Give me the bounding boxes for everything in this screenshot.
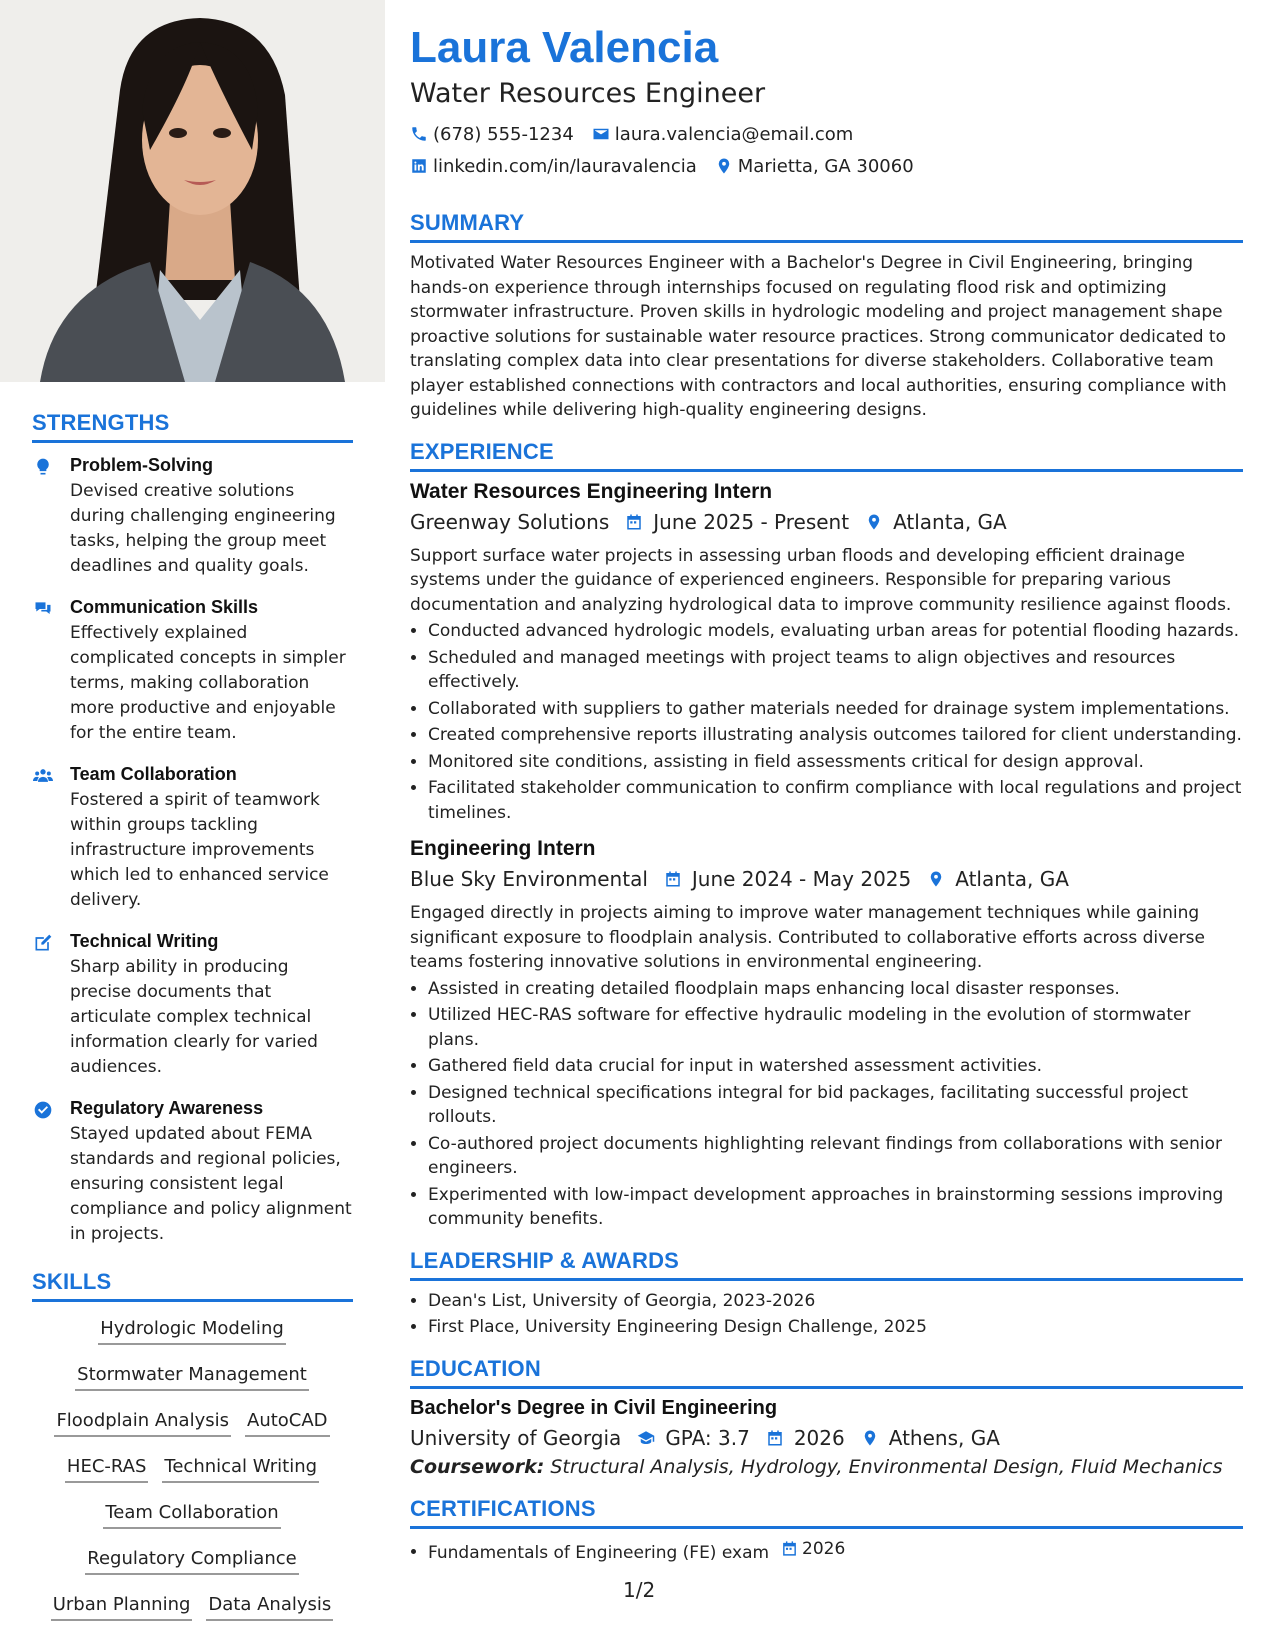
job-title: Water Resources Engineering Intern: [410, 479, 773, 503]
skills-heading: SKILLS: [32, 1269, 353, 1302]
skill-tag: Stormwater Management: [75, 1360, 309, 1391]
comments-icon: [32, 599, 54, 619]
candidate-title: Water Resources Engineer: [410, 78, 766, 109]
experience-section: [410, 439, 1243, 1232]
strength-description: Devised creative solutions during challenging engineering tasks, helping the group meet deadlines and quality goals.: [70, 481, 336, 576]
calendar-icon: [781, 1540, 798, 1557]
strength-title: Communication Skills: [70, 597, 259, 617]
phone-icon: [410, 125, 428, 143]
school-location: Athens, GA: [888, 1425, 1000, 1450]
map-pin-icon: [861, 1429, 879, 1447]
location-item: [715, 156, 914, 177]
list-item: • Scheduled and managed meetings with project teams to align objectives and resources effectively.: [428, 646, 1243, 695]
skill-tag: Technical Writing: [162, 1452, 319, 1483]
job-location: Atlanta, GA: [955, 867, 1069, 891]
list-item: • Assisted in creating detailed floodplain maps enhancing local disaster responses.: [428, 977, 1243, 1002]
strength-title: Team Collaboration: [70, 764, 237, 784]
strength-description: Sharp ability in producing precise documents that articulate complex technical information clearly for varied audiences.: [70, 957, 318, 1077]
graduation-cap-icon: [637, 1429, 655, 1447]
skill-tag: Team Collaboration: [103, 1498, 280, 1529]
strength-title: Technical Writing: [70, 931, 219, 951]
strength-title: Regulatory Awareness: [70, 1098, 264, 1118]
skills-list: [32, 1314, 352, 1621]
cert-name: Fundamentals of Engineering (FE) exam: [428, 1542, 770, 1563]
certifications-section: [410, 1496, 1243, 1565]
list-item: • Experimented with low-impact development approaches in brainstorming sessions improving community benefits.: [428, 1183, 1243, 1232]
skill-tag: Floodplain Analysis: [54, 1406, 231, 1437]
job-description: Engaged directly in projects aiming to improve water management techniques while gaining significant exposure to floodplain analysis. Contributed to collaborative efforts across diverse teams fostering innovative solutions in environmental engineering.: [410, 903, 1205, 972]
skill-tag: AutoCAD: [245, 1406, 330, 1437]
leadership-heading: LEADERSHIP & AWARDS: [410, 1248, 1243, 1281]
list-item: • Conducted advanced hydrologic models, evaluating urban areas for potential flooding hazards.: [428, 619, 1243, 644]
strength-title: Problem-Solving: [70, 455, 214, 475]
strength-description: Stayed updated about FEMA standards and regional policies, ensuring consistent legal compliance and policy alignment in projects.: [70, 1124, 352, 1244]
calendar-icon: [766, 1429, 784, 1447]
linkedin-item[interactable]: [410, 156, 697, 177]
edit-icon: [32, 933, 54, 953]
school-name: University of Georgia: [410, 1425, 622, 1450]
map-pin-icon: [715, 157, 733, 175]
email-item[interactable]: [592, 124, 854, 145]
job-title: Engineering Intern: [410, 837, 596, 860]
strength-description: Effectively explained complicated concepts in simpler terms, making collaboration more productive and enjoyable for the entire team.: [70, 623, 346, 743]
degree-title: Bachelor's Degree in Civil Engineering: [410, 1396, 778, 1419]
gpa-text: GPA: 3.7: [665, 1425, 750, 1450]
skill-tag: Hydrologic Modeling: [98, 1314, 286, 1345]
company-name: Blue Sky Environmental: [410, 867, 648, 891]
job-dates: June 2024 - May 2025: [691, 867, 912, 891]
candidate-name: Laura Valencia: [410, 23, 719, 72]
list-item: • Collaborated with suppliers to gather materials needed for drainage system implementations.: [428, 697, 1243, 722]
job-entry: [410, 837, 1243, 1232]
list-item: • Dean's List, University of Georgia, 2023-2026: [428, 1289, 1243, 1314]
company-name: Greenway Solutions: [410, 509, 610, 534]
coursework-label: Coursework:: [410, 1455, 545, 1478]
list-item: • First Place, University Engineering Design Challenge, 2025: [428, 1315, 1243, 1340]
linkedin-icon: [410, 157, 428, 175]
summary-heading: SUMMARY: [410, 210, 1243, 243]
job-location: Atlanta, GA: [893, 509, 1007, 534]
lightbulb-icon: [32, 457, 54, 477]
list-item: • Gathered field data crucial for input in watershed assessment activities.: [428, 1054, 1243, 1079]
list-item: [428, 1537, 1243, 1565]
map-pin-icon: [865, 513, 883, 531]
phone-item: [410, 124, 574, 145]
experience-heading: EXPERIENCE: [410, 439, 1243, 472]
strength-item: [32, 1098, 353, 1247]
list-item: • Facilitated stakeholder communication to confirm compliance with local regulations and project timelines.: [428, 776, 1243, 825]
education-heading: EDUCATION: [410, 1356, 1243, 1389]
job-bullets: [410, 619, 1243, 825]
coursework: [410, 1456, 1243, 1478]
strength-item: [32, 764, 353, 913]
list-item: • Co-authored project documents highlighting relevant findings from collaborations with senior engineers.: [428, 1132, 1243, 1181]
job-description: Support surface water projects in assessing urban floods and developing efficient drainage systems under the guidance of experienced engineers. Responsible for preparing various documentation and analyzing hydrological data to improve community resilience against floods.: [410, 545, 1232, 615]
check-circle-icon: [32, 1100, 54, 1120]
list-item: • Created comprehensive reports illustrating analysis outcomes tailored for client understanding.: [428, 723, 1243, 748]
skill-tag: Urban Planning: [51, 1590, 193, 1621]
skill-tag: HEC-RAS: [65, 1452, 149, 1483]
contact-info: [410, 118, 1243, 182]
list-item: • Monitored site conditions, assisting in field assessments critical for design approval.: [428, 750, 1243, 775]
list-item: • Designed technical specifications integral for bid packages, facilitating successful project rollouts.: [428, 1081, 1243, 1130]
strength-item: [32, 597, 353, 746]
skill-tag: Data Analysis: [206, 1590, 333, 1621]
strength-description: Fostered a spirit of teamwork within groups tackling infrastructure improvements which led to enhanced service delivery.: [70, 790, 329, 910]
cert-date: 2026: [802, 1538, 846, 1559]
job-bullets: [410, 977, 1243, 1232]
list-item: • Utilized HEC-RAS software for effective hydraulic modeling in the evolution of stormwater plans.: [428, 1003, 1243, 1052]
job-dates: June 2025 - Present: [653, 509, 850, 534]
strength-item: [32, 931, 353, 1080]
profile-photo: [0, 0, 385, 382]
strengths-heading: STRENGTHS: [32, 410, 353, 443]
leadership-section: [410, 1248, 1243, 1340]
left-column: [0, 0, 385, 1650]
summary-section: [410, 210, 1243, 423]
strength-item: [32, 455, 353, 579]
grad-year: 2026: [793, 1425, 845, 1450]
envelope-icon: [592, 125, 610, 143]
calendar-icon: [625, 513, 643, 531]
coursework-list: Structural Analysis, Hydrology, Environmental Design, Fluid Mechanics: [544, 1455, 1223, 1478]
page-number: 1/2: [623, 1578, 656, 1602]
location-text: Marietta, GA 30060: [737, 155, 914, 177]
summary-text: Motivated Water Resources Engineer with a Bachelor's Degree in Civil Engineering, bringing hands-on experience through internships focused on regulating flood risk and optimizing stormwater infrastructure. Proven skills in hydrologic modeling and project management shape proactive solutions for sustainable water resource practices. Strong communicator dedicated to translating complex data into clear presentations for diverse stakeholders. Collaborative team player established connections with contractors and local authorities, ensuring compliance with guidelines while delivering high-quality engineering designs.: [410, 253, 1227, 420]
right-column: [410, 22, 1243, 1567]
phone-text: (678) 555-1234: [433, 123, 574, 145]
users-icon: [32, 766, 54, 786]
job-entry: [410, 480, 1243, 826]
email-link[interactable]: laura.valencia@email.com: [614, 123, 854, 145]
education-section: [410, 1356, 1243, 1478]
calendar-icon: [664, 870, 682, 888]
linkedin-link[interactable]: linkedin.com/in/lauravalencia: [433, 155, 697, 177]
certifications-heading: CERTIFICATIONS: [410, 1496, 1243, 1529]
skill-tag: Regulatory Compliance: [85, 1544, 298, 1575]
map-pin-icon: [927, 870, 945, 888]
